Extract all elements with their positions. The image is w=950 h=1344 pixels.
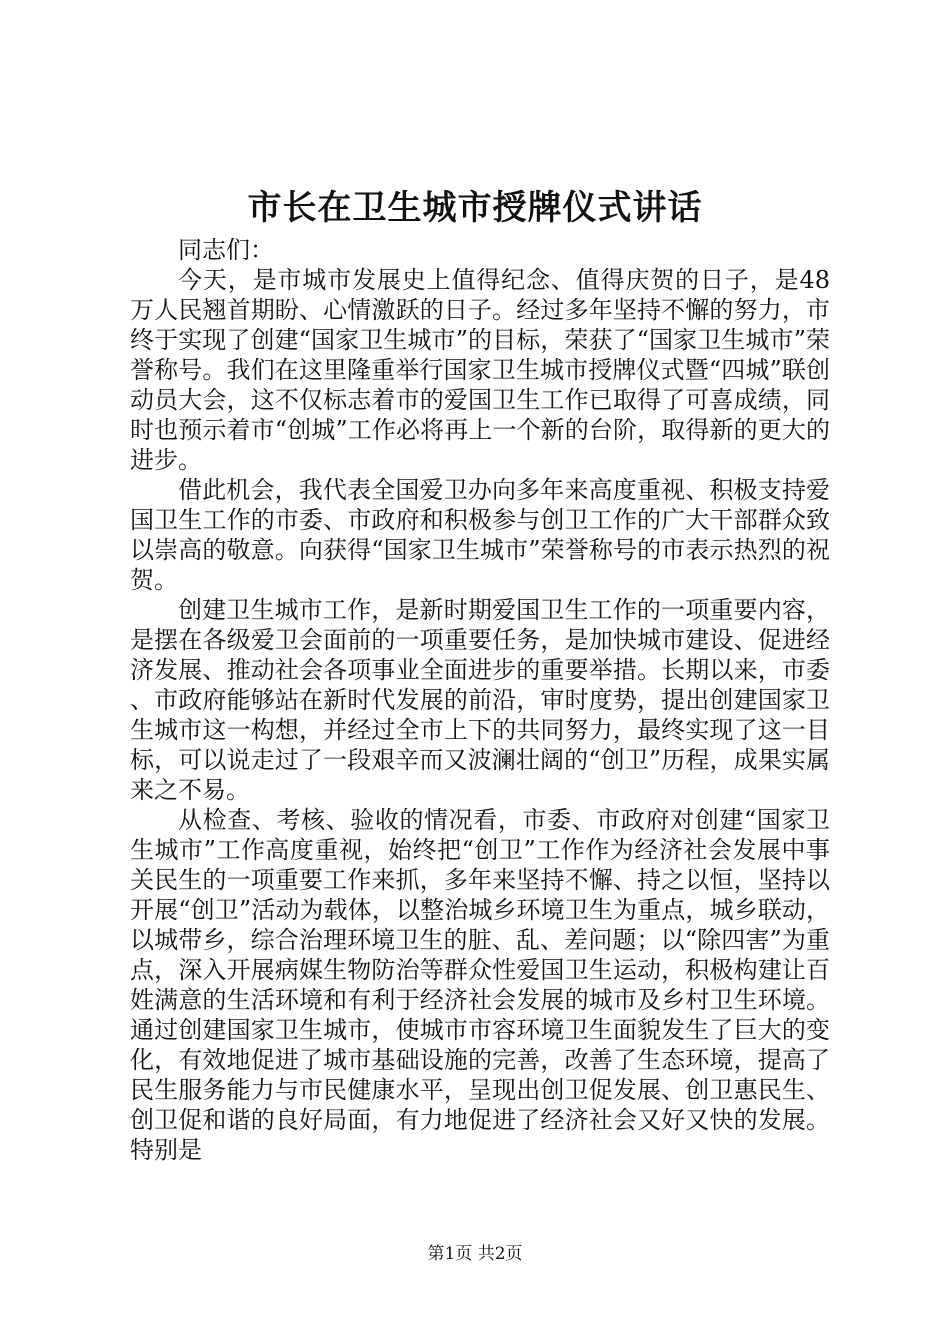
paragraph-salutation: 同志们： — [178, 236, 274, 264]
paragraph-2: 借此机会，我代表全国爱卫办向多年来高度重视、积极支持爱国卫生工作的市委、市政府和积极参与创卫工作的广大干部群众致以崇高的敬意。向获得“国家卫生城市”荣誉称号的市表示热烈的祝贺。 — [130, 476, 830, 594]
document-title: 市长在卫生城市授牌仪式讲话 — [247, 188, 703, 228]
paragraph-1: 今天，是市城市发展史上值得纪念、值得庆贺的日子，是48万人民翘首期盼、心情激跃的日子。经过多年坚持不懈的努力，市终于实现了创建“国家卫生城市”的目标，荣获了“国家卫生城市”荣誉称号。我们在这里隆重举行国家卫生城市授牌仪式暨“四城”联创动员大会，这不仅标志着市的爱国卫生工作已取得了可喜成绩，同时也预示着市“创城”工作必将再上一个新的台阶，取得新的更大的进步。 — [130, 266, 830, 474]
paragraph-4: 从检查、考核、验收的情况看，市委、市政府对创建“国家卫生城市”工作高度重视，始终把“创卫”工作作为经济社会发展中事关民生的一项重要工作来抓，多年来坚持不懈、持之以恒，坚持以开展“创卫”活动为载体，以整治城乡环境卫生为重点，城乡联动，以城带乡，综合治理环境卫生的脏、乱、差问题；以“除四害”为重点，深入开展病媒生物防治等群众性爱国卫生运动，积极构建让百姓满意的生活环境和有利于经济社会发展的城市及乡村卫生环境。通过创建国家卫生城市，使城市市容环境卫生面貌发生了巨大的变化，有效地促进了城市基础设施的完善，改善了生态环境，提高了民生服务能力与市民健康水平，呈现出创卫促发展、创卫惠民生、创卫促和谐的良好局面，有力地促进了经济社会又好又快的发展。特别是 — [130, 806, 830, 1164]
paragraph-3: 创建卫生城市工作，是新时期爱国卫生工作的一项重要内容，是摆在各级爱卫会面前的一项重要任务，是加快城市建设、促进经济发展、推动社会各项事业全面进步的重要举措。长期以来，市委、市政府能够站在新时代发展的前沿，审时度势，提出创建国家卫生城市这一构想，并经过全市上下的共同努力，最终实现了这一目标，可以说走过了一段艰辛而又波澜壮阔的“创卫”历程，成果实属来之不易。 — [130, 596, 830, 804]
document-body — [130, 235, 830, 1165]
page-footer: 第1页 共2页 — [427, 1244, 523, 1264]
